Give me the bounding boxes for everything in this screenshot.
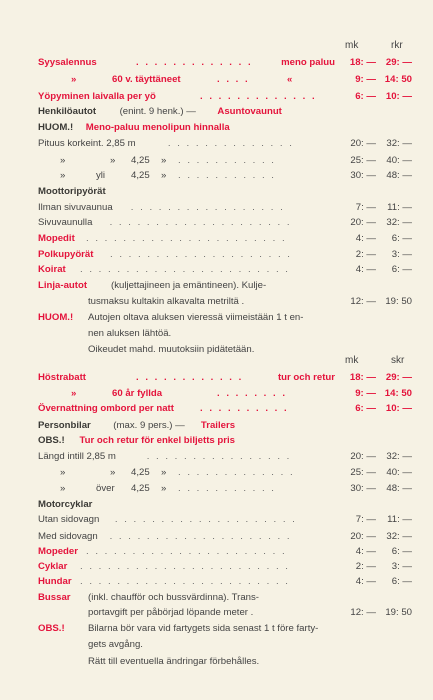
price-value-1: 7: — — [355, 202, 376, 213]
price-row — [0, 215, 433, 230]
price-value-2: 6: — — [391, 576, 412, 587]
price-value-2: 32: — — [386, 531, 412, 542]
leader-dots: . . . . . . . . . . . . . . . . . . . . — [109, 217, 292, 228]
leader-dots: . . . . . . . . . . . . . . . . . . . . . . . — [80, 264, 290, 275]
leader-dots: . . . . . . . . — [217, 388, 287, 399]
price-value-1: 2: — — [355, 249, 376, 260]
price-value-1: 18: — — [349, 372, 376, 383]
trip-type: meno paluu — [281, 57, 335, 68]
leader-dots: . . . . . . . . . . . . . — [178, 467, 295, 478]
price-row — [0, 418, 433, 433]
price-row — [0, 433, 433, 448]
leader-dots: . . . . . . . . . . . . . . . . . . . . — [110, 249, 292, 260]
price-row — [0, 294, 433, 309]
row-text: tusmaksu kultakin alkavalta metriltä . — [88, 296, 245, 307]
price-value-2: 32: — — [386, 451, 412, 462]
price-row — [0, 465, 433, 480]
price-row — [0, 104, 433, 119]
price-value-1: 4: — — [355, 233, 376, 244]
row-label: Syysalennus — [38, 57, 97, 68]
row-label: Hundar — [38, 576, 72, 587]
ditto-mark: » — [161, 483, 167, 494]
leader-dots: . . . . . . . . . . . . . . . . . . . . . . . — [80, 561, 290, 572]
price-value-2: 40: — — [386, 155, 412, 166]
price-value-1: 7: — — [355, 514, 376, 525]
trip-type: tur och retur — [277, 372, 335, 383]
section-note: (max. 9 pers.) — — [113, 420, 185, 431]
row-text: portavgift per påbörjad löpande meter . — [88, 607, 254, 618]
section-heading: Motorcyklar — [38, 499, 93, 510]
price-row — [0, 72, 433, 87]
ditto-mark: » — [60, 155, 66, 166]
row-label: 4,25 — [131, 467, 150, 478]
price-value-2: 6: — — [391, 233, 412, 244]
price-value-2: 29: — — [385, 372, 412, 383]
price-value-1: 4: — — [355, 576, 376, 587]
price-value-1: 6: — — [355, 403, 376, 414]
ditto-mark: » — [161, 170, 167, 181]
price-value-2: 14: 50 — [384, 388, 412, 399]
ditto-mark: » — [110, 467, 116, 478]
price-value-1: 2: — — [355, 561, 376, 572]
price-value-1: 4: — — [355, 264, 376, 275]
row-text: Autojen oltava aluksen vieressä viimeistään 1 t en- — [88, 312, 304, 323]
price-row — [0, 326, 433, 341]
price-value-2: 10: — — [385, 403, 412, 414]
price-value-1: 9: — — [355, 388, 376, 399]
price-value-1: 4: — — [355, 546, 376, 557]
price-value-2: 6: — — [391, 264, 412, 275]
section-heading: HUOM.! — [38, 122, 74, 133]
row-label: Med sidovagn — [38, 531, 98, 542]
price-value-1: 6: — — [355, 91, 376, 102]
row-label: Sivuvaunulla — [38, 217, 93, 228]
price-value-1: 30: — — [350, 483, 376, 494]
price-row — [0, 497, 433, 512]
price-row — [0, 184, 433, 199]
price-value-2: 11: — — [387, 202, 412, 213]
price-value-1: 20: — — [350, 531, 376, 542]
row-label: 60 år fyllda — [112, 388, 163, 399]
price-row — [0, 278, 433, 293]
leader-dots: . . . . . . . . . . . . . . . . . . . . . . — [86, 233, 287, 244]
price-value-2: 19: 50 — [385, 607, 412, 618]
row-label: Yöpyminen laivalla per yö — [38, 91, 156, 102]
row-label: Polkupyörät — [38, 249, 94, 260]
row-label: Ilman sivuvaunua — [38, 202, 113, 213]
price-value-2: 40: — — [386, 467, 412, 478]
price-row — [0, 342, 433, 357]
col-header-skr: skr — [391, 355, 405, 366]
leader-dots: . . . . . . . . . . . . . . . . . — [130, 202, 285, 213]
price-row — [0, 168, 433, 183]
ditto-mark: » — [71, 74, 77, 85]
ditto-mark: yli — [96, 170, 106, 181]
price-value-1: 20: — — [350, 217, 376, 228]
price-value-1: 9: — — [355, 74, 376, 85]
price-row — [0, 574, 433, 589]
ditto-mark: » — [60, 170, 66, 181]
price-row — [0, 89, 433, 104]
leader-dots: . . . . . . . . . . . . . . . . . . . . — [109, 531, 292, 542]
price-row — [0, 637, 433, 652]
price-value-1: 20: — — [350, 451, 376, 462]
price-value-2: 48: — — [386, 483, 412, 494]
price-row — [0, 401, 433, 416]
section-heading: Personbilar — [38, 420, 91, 431]
price-value-1: 12: — — [350, 296, 376, 307]
price-row — [0, 55, 433, 70]
leader-dots: . . . . . . . . . . . — [178, 155, 276, 166]
price-value-2: 10: — — [385, 91, 412, 102]
price-row — [0, 481, 433, 496]
row-label: Koirat — [38, 264, 66, 275]
ditto-mark: över — [96, 483, 115, 494]
price-row — [0, 544, 433, 559]
price-row — [0, 200, 433, 215]
leader-dots: . . . . . . . . . . . . . — [200, 91, 317, 102]
ditto-mark: » — [110, 155, 116, 166]
price-row — [0, 386, 433, 401]
price-row — [0, 449, 433, 464]
price-row — [0, 605, 433, 620]
row-label: 4,25 — [131, 155, 150, 166]
price-row — [0, 512, 433, 527]
price-row — [0, 153, 433, 168]
section-subheading: Trailers — [200, 420, 236, 431]
section-note: (enint. 9 henk.) — — [119, 106, 196, 117]
price-value-2: 6: — — [391, 546, 412, 557]
row-label: Bussar — [38, 592, 71, 603]
price-value-2: 32: — — [386, 138, 412, 149]
row-label: Mopeder — [38, 546, 78, 557]
price-row — [0, 310, 433, 325]
row-label: Längd intill 2,85 m — [38, 451, 116, 462]
ditto-mark: « — [287, 74, 293, 85]
row-label: 4,25 — [131, 483, 150, 494]
price-row — [0, 529, 433, 544]
leader-dots: . . . . . . . . . . . — [178, 170, 276, 181]
price-value-2: 19: 50 — [385, 296, 412, 307]
price-value-2: 48: — — [386, 170, 412, 181]
section-subheading: Meno-paluu menolipun hinnalla — [85, 122, 230, 133]
row-text: Bilarna bör vara vid fartygets sida senast 1 t före farty- — [88, 623, 319, 634]
leader-dots: . . . . . . . . . . . . . . . . . . . . . . . — [80, 576, 290, 587]
price-value-1: 25: — — [350, 467, 376, 478]
price-row — [0, 590, 433, 605]
ditto-mark: » — [60, 483, 66, 494]
col-header-mk-sv: mk — [345, 355, 359, 366]
ditto-mark: » — [161, 155, 167, 166]
row-text: (inkl. chaufför och bussvärdinna). Trans- — [88, 592, 259, 603]
row-label: Höstrabatt — [38, 372, 86, 383]
leader-dots: . . . . . . . . . . . . . . . . . . . . . . — [86, 546, 287, 557]
price-value-1: 20: — — [350, 138, 376, 149]
row-label: Cyklar — [38, 561, 68, 572]
col-header-rkr: rkr — [391, 40, 403, 51]
price-value-1: 30: — — [350, 170, 376, 181]
price-value-2: 14: 50 — [384, 74, 412, 85]
price-row — [0, 559, 433, 574]
section-heading: OBS.! — [38, 435, 65, 446]
price-row — [0, 136, 433, 151]
leader-dots: . . . . . . . . . . . — [178, 483, 276, 494]
row-text: (kuljettajineen ja emäntineen). Kulje- — [111, 280, 267, 291]
price-value-1: 12: — — [350, 607, 376, 618]
row-label: Mopedit — [38, 233, 75, 244]
price-row — [0, 262, 433, 277]
row-label: OBS.! — [38, 623, 65, 634]
price-value-2: 29: — — [385, 57, 412, 68]
price-value-2: 32: — — [386, 217, 412, 228]
section-heading: Moottoripyörät — [38, 186, 106, 197]
leader-dots: . . . . — [217, 74, 250, 85]
price-value-1: 25: — — [350, 155, 376, 166]
ditto-mark: » — [71, 388, 77, 399]
price-row — [0, 654, 433, 669]
row-label: Pituus korkeint. 2,85 m — [38, 138, 136, 149]
leader-dots: . . . . . . . . . . . . . . . . — [146, 451, 292, 462]
price-row — [0, 370, 433, 385]
leader-dots: . . . . . . . . . . . . . . — [167, 138, 294, 149]
ditto-mark: » — [60, 467, 66, 478]
row-label: 60 v. täyttäneet — [112, 74, 181, 85]
section-subheading: Asuntovaunut — [217, 106, 282, 117]
row-label: Linja-autot — [38, 280, 88, 291]
leader-dots: . . . . . . . . . . . . — [136, 372, 244, 383]
leader-dots: . . . . . . . . . . — [200, 403, 289, 414]
price-value-2: 3: — — [391, 249, 412, 260]
col-header-mk-fi: mk — [345, 40, 359, 51]
row-label: Utan sidovagn — [38, 514, 100, 525]
row-label: 4,25 — [131, 170, 150, 181]
price-row — [0, 247, 433, 262]
section-heading: Henkilöautot — [38, 106, 97, 117]
row-label: HUOM.! — [38, 312, 74, 323]
row-text: nen aluksen lähtöä. — [88, 328, 172, 339]
leader-dots: . . . . . . . . . . . . . . . . . . . . — [114, 514, 297, 525]
price-row — [0, 621, 433, 636]
price-value-2: 11: — — [387, 514, 412, 525]
section-subheading: Tur och retur för enkel biljetts pris — [79, 435, 235, 446]
price-row — [0, 120, 433, 135]
leader-dots: . . . . . . . . . . . . . — [136, 57, 253, 68]
price-value-2: 3: — — [391, 561, 412, 572]
price-value-1: 18: — — [349, 57, 376, 68]
row-text: gets avgång. — [88, 639, 143, 650]
row-text: Oikeudet mahd. muutoksiin pidätetään. — [88, 344, 255, 355]
row-text: Rätt till eventuella ändringar förbehålles. — [88, 656, 260, 667]
price-row — [0, 231, 433, 246]
row-label: Övernattning ombord per natt — [38, 403, 174, 414]
ditto-mark: » — [161, 467, 167, 478]
